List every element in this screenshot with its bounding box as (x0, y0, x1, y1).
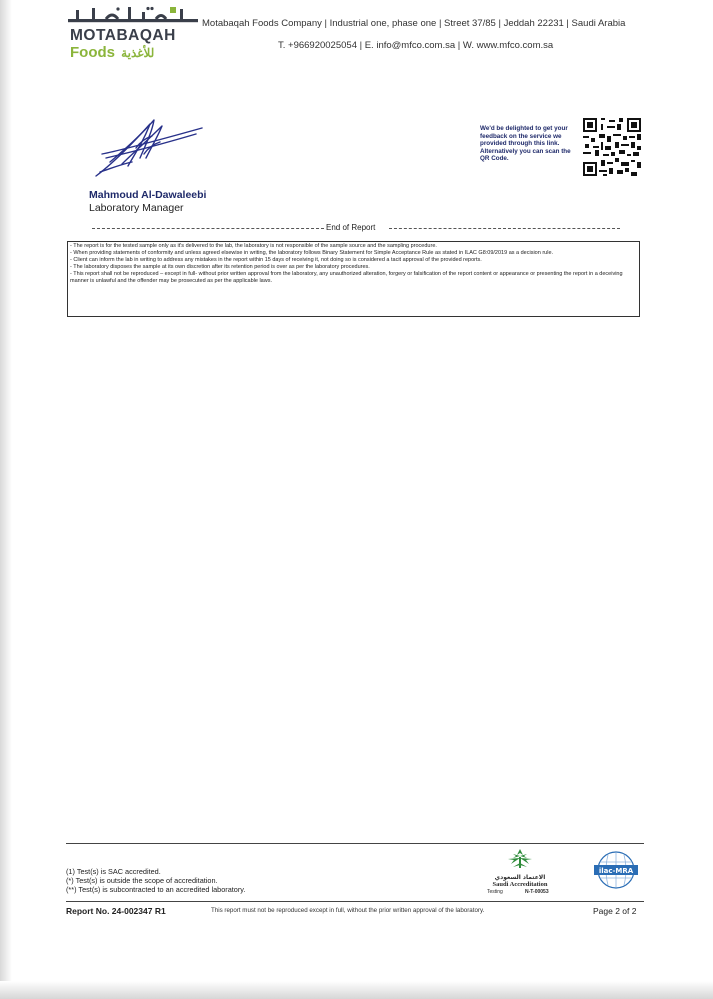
signatory-title: Laboratory Manager (89, 202, 184, 214)
legend-item: (**) Test(s) is subcontracted to an accredited laboratory. (66, 885, 246, 894)
page-edge-shadow-left (0, 0, 12, 999)
disclaimer-item: - This report shall not be reproduced – except in full- without prior written approval from the laboratory, any unauthorized alteration, forgery or falsification of the report content or appearance or presenting the report in a deceiving manner is unlawful and the offender may be prosecuted as per the applicable laws. (70, 271, 623, 284)
sac-name: Saudi Accreditation (492, 881, 548, 888)
footer-divider-bottom (66, 901, 644, 902)
saudi-accreditation-logo (463, 845, 578, 895)
logo-foods-arabic: للأغذية (121, 46, 155, 60)
disclaimer-item: - The report is for the tested sample only as it's delivered to the lab, the laboratory is not responsible of the sample source and the sampling procedure. (70, 243, 437, 249)
end-of-report-divider (92, 223, 620, 233)
sac-arabic: الاعتماد السعودي (494, 874, 546, 881)
reproduction-note: This report must not be reproduced except in full, without the prior written approval of the laboratory. (211, 907, 485, 914)
logo-foods-text: Foods (70, 44, 115, 61)
company-contact: T. +966920025054 | E. info@mfco.com.sa | W. www.mfco.com.sa (278, 40, 554, 51)
divider-line-right (389, 228, 620, 229)
ilac-mra-logo (590, 850, 642, 890)
divider-line-left (92, 228, 324, 229)
page-number: Page 2 of 2 (593, 906, 637, 916)
disclaimer-box (67, 241, 640, 317)
legend-item: (*) Test(s) is outside the scope of accreditation. (66, 876, 218, 885)
sac-sub: Testing (487, 889, 503, 895)
disclaimer-item: - Client can inform the lab in writing to address any mistakes in the report within 15 days of receiving it, not doing so is considered a tacit approval of the provided reports. (70, 257, 482, 263)
end-of-report-label: End of Report (326, 223, 376, 232)
ilac-label: ilac-MRA (598, 867, 634, 875)
qr-code-icon[interactable] (583, 118, 641, 176)
company-logo (68, 6, 203, 62)
company-address: Motabaqah Foods Company | Industrial one, phase one | Street 37/85 | Jeddah 22231 | Saudi Arabia (202, 18, 626, 29)
logo-name: MOTABAQAH (70, 27, 176, 44)
logo-foods (70, 44, 154, 61)
page-edge-shadow-bottom (0, 981, 713, 999)
sac-number: N-T-00053 (525, 889, 549, 895)
logo-arabic-wordmark (68, 6, 198, 26)
report-number: Report No. 24-002347 R1 (66, 906, 166, 916)
disclaimer-item: - The laboratory disposes the sample at its own discretion after its retention period is over as per the laboratory procedures. (70, 264, 370, 270)
signatory-name: Mahmoud Al-Dawaleebi (89, 189, 207, 201)
disclaimer-item: - When providing statements of conformity and unless agreed elsewise in writing, the laboratory follows Binary Statement for Simple Acceptance Rule as stated in ILAC G8:09/2019 as a decision rule. (70, 250, 554, 256)
legend-item: (1) Test(s) is SAC accredited. (66, 867, 161, 876)
handwritten-signature (92, 114, 207, 184)
footer-divider-top (66, 843, 644, 844)
accreditation-legend (66, 867, 245, 894)
feedback-text: We'd be delighted to get your feedback on the service we provided through this link. Alternatively you can scan the QR Code. (480, 125, 571, 162)
